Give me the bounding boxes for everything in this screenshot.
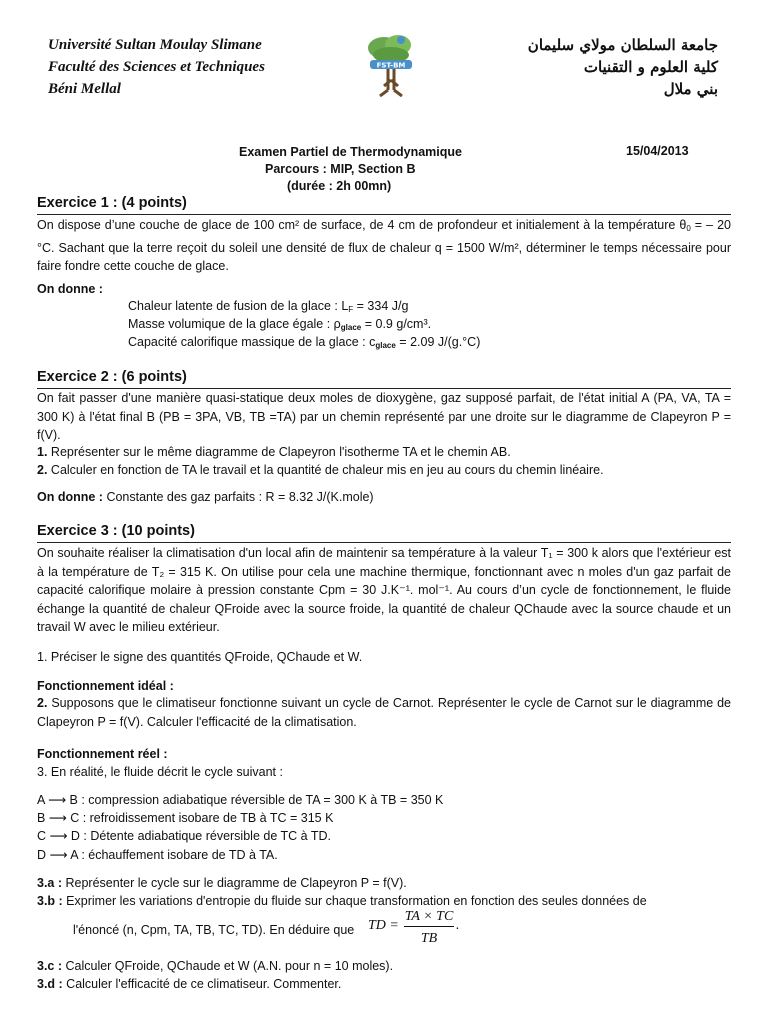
exam-parcours: Parcours : MIP, Section B — [265, 162, 416, 176]
ex2-question-2: 2. Calculer en fonction de TA le travail et la quantité de chaleur mis en jeu au cours du chemin linéaire. — [37, 463, 604, 477]
ex3-step-ab: A ⟶ B : compression adiabatique réversible de TA = 300 K à TB = 350 K — [37, 793, 444, 807]
ex3-rule — [37, 542, 731, 543]
ex3-question-3c: 3.c : Calculer QFroide, QChaude et W (A.N. pour n = 10 moles). — [37, 959, 394, 973]
ex3-heading: Exercice 3 : (10 points) — [37, 523, 195, 539]
ex3-question-3: 3. En réalité, le fluide décrit le cycle suivant : — [37, 765, 283, 779]
ex3-question-3b: 3.b : Exprimer les variations d'entropie du fluide sur chaque transformation en fonction des seules données de — [37, 894, 647, 908]
ex3-question-2: 2. Supposons que le climatiseur fonctionne suivant un cycle de Carnot. Représenter le cycle de Carnot sur le diagramme de Clapeyron P = f(V). Calculer l'efficacité de la climatisation. — [37, 696, 731, 729]
arabic-city-name: بني ملال — [663, 80, 718, 98]
exam-duration: (durée : 2h 00mn) — [287, 179, 392, 193]
ex2-statement: On fait passer d'une manière quasi-statique deux moles de dioxygène, gaz supposé parfait, de l'état initial A (PA, VA, TA = 300 K) à l'état final B (PB = 3PA, VB, TB =TA) par un chemin représenté par une droite sur le diagramme de Clapeyron P = f(V). — [37, 391, 731, 442]
ex3-question-3b-cont: l'énoncé (n, Cpm, TA, TB, TC, TD). En déduire que — [73, 923, 355, 937]
faculty-name: Faculté des Sciences et Techniques — [48, 59, 265, 75]
university-name: Université Sultan Moulay Slimane — [48, 37, 262, 53]
ex3-step-cd: C ⟶ D : Détente adiabatique réversible de TC à TD. — [37, 829, 331, 843]
exam-title: Examen Partiel de Thermodynamique — [239, 145, 462, 159]
ex3-ideal-heading: Fonctionnement idéal : — [37, 679, 174, 693]
ex3-question-3a: 3.a : Représenter le cycle sur le diagramme de Clapeyron P = f(V). — [37, 876, 407, 890]
ex2-question-1: 1. Représenter sur le même diagramme de Clapeyron l'isotherme TA et le chemin AB. — [37, 445, 511, 459]
ex1-data-latent-heat: Chaleur latente de fusion de la glace : $L_F = 334$ J/g — [128, 299, 409, 314]
logo-text: FST-BM — [376, 61, 406, 70]
formula-numerator: TA × TC — [404, 908, 454, 927]
formula-denominator: TB — [420, 931, 438, 946]
header-left — [48, 34, 265, 100]
ex1-data-heat-capacity: Capacité calorifique massique de la glace : $c_{glace} = 2.09$ J/(g.°C) — [128, 335, 481, 350]
exam-title-block — [239, 144, 462, 195]
city-name: Béni Mellal — [48, 81, 121, 97]
arabic-faculty-name: كلية العلوم و التقنيات — [583, 58, 718, 76]
ex3-question-1: 1. Préciser le signe des quantités QFroide, QChaude et W. — [37, 650, 363, 664]
header-right-arabic — [528, 34, 718, 100]
ex1-on-donne: On donne : — [37, 282, 103, 296]
ex3-step-bc: B ⟶ C : refroidissement isobare de TB à TC = 315 K — [37, 811, 334, 825]
formula-period: . — [456, 918, 460, 933]
arabic-university-name: جامعة السلطان مولاي سليمان — [527, 36, 718, 54]
ex1-rule — [37, 214, 731, 215]
ex3-intro: On souhaite réaliser la climatisation d'un local afin de maintenir sa température à la valeur T₁ = 300 k alors que l'extérieur est à la température de T₂ = 315 K. On utilise pour cela une machine thermique, fonctionnant avec n moles d'un gaz parfait de capacité calorifique molaire à pression constante Cpm = 30 J.K⁻¹. mol⁻¹. Au cours d’un cycle de fonctionnement, le fluide échange la quantité de chaleur QFroide avec la source froide, la quantité de chaleur QChaude avec la source chaude et un travail W avec le milieu extérieur. — [37, 546, 731, 634]
formula-lhs: TD = — [368, 918, 399, 933]
university-logo — [364, 30, 418, 100]
ex1-statement: On dispose d’une couche de glace de 100 cm² de surface, de 4 cm de profondeur et initialement à la température $\theta_0$ = – 20 °C. Sachant que la terre reçoit du soleil une densité de flux de chaleur q = 1500 W/m², déterminer le temps nécessaire pour faire fondre cette couche de glace. — [37, 218, 731, 273]
ex3-question-3d: 3.d : Calculer l'efficacité de ce climatiseur. Commenter. — [37, 977, 342, 991]
exam-date: 15/04/2013 — [626, 144, 689, 158]
ex3-step-da: D ⟶ A : échauffement isobare de TD à TA. — [37, 848, 278, 862]
ex2-heading: Exercice 2 : (6 points) — [37, 369, 187, 385]
ex3-reel-heading: Fonctionnement réel : — [37, 747, 168, 761]
ex2-on-donne: On donne : Constante des gaz parfaits : R = 8.32 J/(K.mole) — [37, 490, 374, 504]
ex1-heading: Exercice 1 : (4 points) — [37, 195, 187, 211]
ex1-data-density: Masse volumique de la glace égale : $\rho_{glace} = 0.9$ g/cm³. — [128, 317, 432, 332]
